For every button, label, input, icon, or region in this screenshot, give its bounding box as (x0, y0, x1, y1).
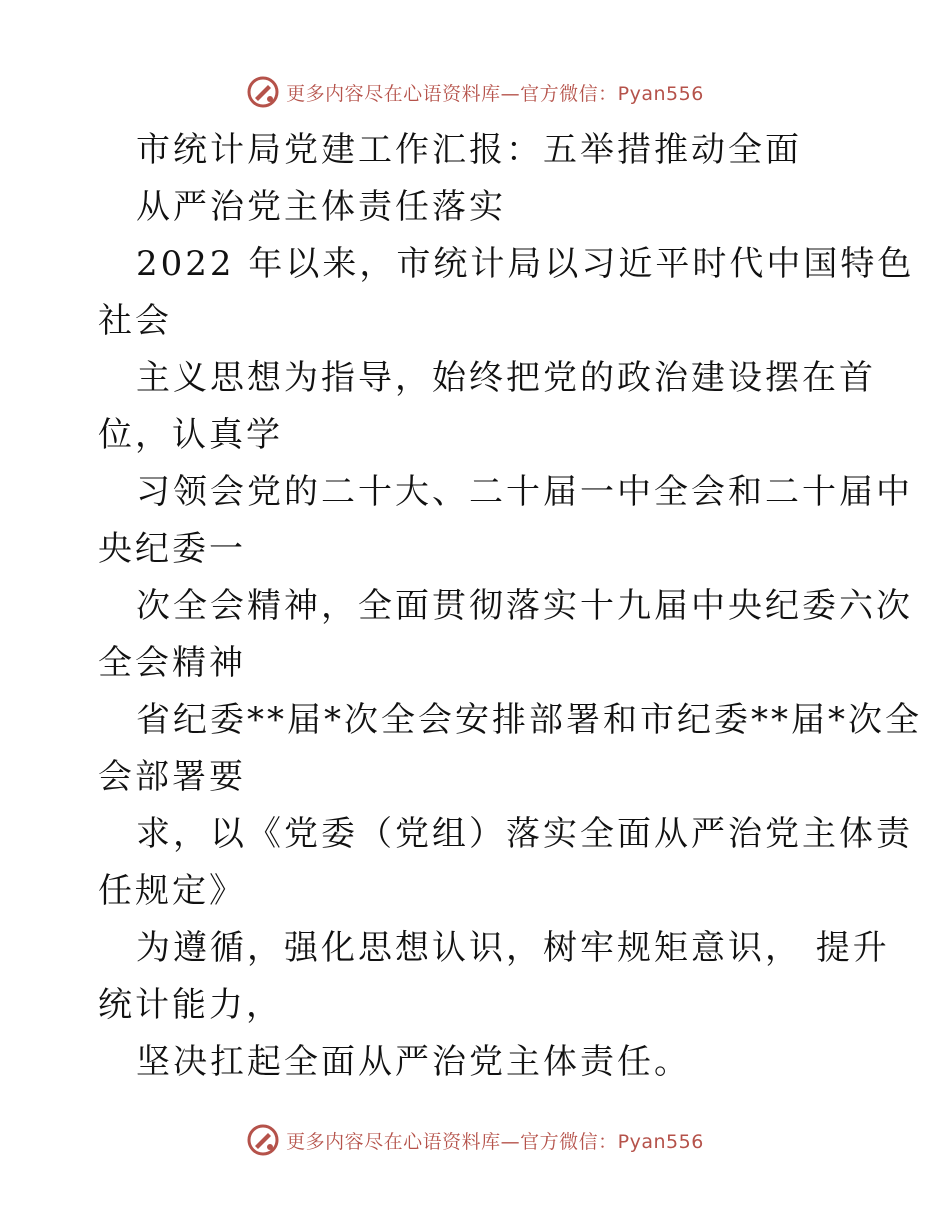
text-line: 位，认真学 (98, 415, 283, 455)
watermark-text: 更多内容尽在心语资料库—官方微信：Pyan556 (286, 1130, 704, 1153)
text-line: 任规定》 (98, 871, 246, 911)
text-line: 求，以《党委（党组）落实全面从严治党主体责 (136, 814, 913, 854)
watermark-text: 更多内容尽在心语资料库—官方微信：Pyan556 (286, 82, 704, 105)
text-line: 次全会精神，全面贯彻落实十九届中央纪委六次 (136, 586, 913, 626)
title-line-1: 市统计局党建工作汇报：五举措推动全面 (136, 130, 802, 170)
text-line: 社会 (98, 301, 172, 341)
text-line: 统计能力， (98, 985, 283, 1025)
logo-icon (246, 1123, 280, 1157)
text-line: 会部署要 (98, 757, 246, 797)
text-line: 为遵循，强化思想认识，树牢规矩意识， 提升 (136, 928, 890, 968)
text-line: 央纪委一 (98, 529, 246, 569)
text-line: 2022 年以来，市统计局以习近平时代中国特色 (136, 244, 915, 284)
text-line: 习领会党的二十大、二十届一中全会和二十届中 (136, 472, 913, 512)
footer-watermark (0, 1120, 950, 1160)
title-line-2: 从严治党主体责任落实 (136, 187, 506, 227)
document-body (98, 122, 922, 1091)
logo-icon (246, 75, 280, 109)
text-line: 坚决扛起全面从严治党主体责任。 (136, 1042, 691, 1082)
text-line: 省纪委**届*次全会安排部署和市纪委**届*次全 (136, 700, 922, 740)
text-line: 全会精神 (98, 643, 246, 683)
text-line: 主义思想为指导，始终把党的政治建设摆在首 (136, 358, 876, 398)
header-watermark (0, 72, 950, 112)
